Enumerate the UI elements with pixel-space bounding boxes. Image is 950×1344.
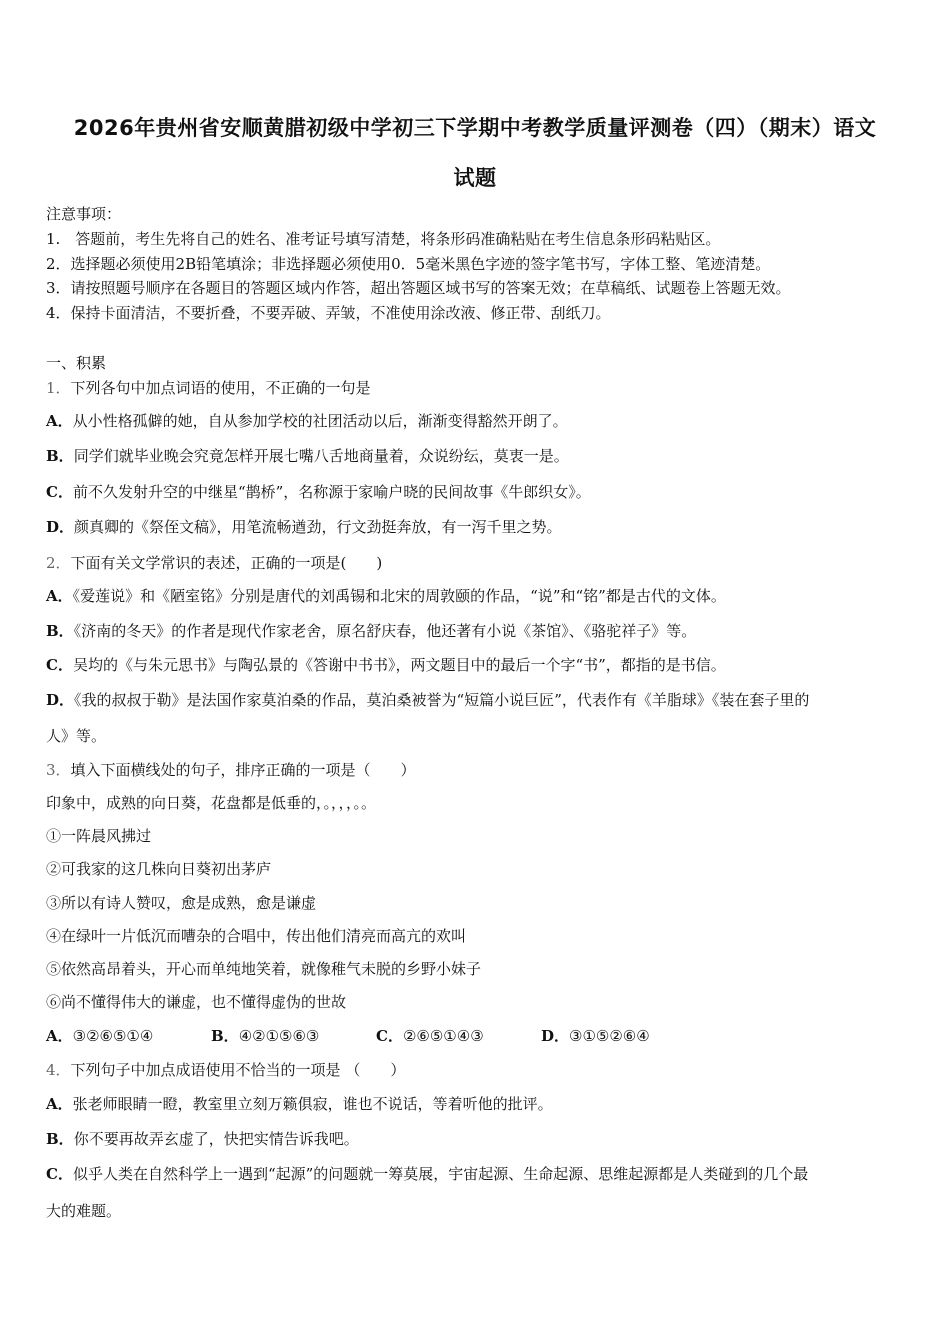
q2-option-d xyxy=(46,689,916,710)
q3-item-3: ③所以有诗人赞叹，愈是成熟，愈是谦虚 xyxy=(46,894,317,912)
exam-title-line-2: 试题 xyxy=(453,166,497,190)
q2-option-c xyxy=(46,654,916,675)
option-label: C． xyxy=(376,1027,403,1045)
exam-title-line-1: 2026年贵州省安顺黄腊初级中学初三下学期中考教学质量评测卷（四）（期末）语文 xyxy=(73,116,877,140)
question-text: 填入下面横线处的句子，排序正确的一项是（ ） xyxy=(70,761,416,779)
option-text: 同学们就毕业晚会究竟怎样开展七嘴八舌地商量着，众说纷纭，莫衷一是。 xyxy=(73,447,569,465)
q3-option-b xyxy=(211,1025,376,1046)
q3-item-1: ①一阵晨风拂过 xyxy=(46,827,152,845)
option-text: 《我的叔叔于勒》是法国作家莫泊桑的作品，莫泊桑被誉为“短篇小说巨匠”，代表作有《羊脂球》《装在套子里的 xyxy=(74,691,810,709)
q4-option-c-continued: 大的难题。 xyxy=(46,1202,122,1220)
option-text: ②⑥⑤①④③ xyxy=(402,1027,484,1045)
q3-item-5: ⑤依然高昂着头，开心而单纯地笑着，就像稚气未脱的乡野小妹子 xyxy=(46,960,482,978)
option-label: A． xyxy=(46,412,73,430)
option-text: 《爱莲说》和《陋室铭》分别是唐代的刘禹锡和北宋的周敦颐的作品，“说”和“铭”都是古代的文体。 xyxy=(72,587,726,605)
question-2-stem xyxy=(46,552,916,573)
q3-option-c xyxy=(376,1025,541,1046)
q4-option-b xyxy=(46,1128,916,1149)
section-heading: 一、积累 xyxy=(46,354,107,372)
option-label: B． xyxy=(46,1130,74,1148)
option-label: B． xyxy=(46,622,74,640)
option-text: 张老师眼睛一瞪，教室里立刻万籁俱寂，谁也不说话，等着听他的批评。 xyxy=(72,1095,553,1113)
option-text: 颜真卿的《祭侄文稿》，用笔流畅遒劲，行文劲挺奔放，有一泻千里之势。 xyxy=(74,518,562,536)
q4-option-c xyxy=(46,1163,916,1184)
q3-options xyxy=(46,1025,916,1046)
option-text: ③①⑤②⑥④ xyxy=(569,1027,650,1045)
q1-option-d xyxy=(46,516,916,537)
q3-option-d xyxy=(541,1025,650,1046)
q2-option-a xyxy=(46,585,916,606)
question-4-stem xyxy=(46,1059,916,1080)
q4-option-a xyxy=(46,1093,916,1114)
q2-option-b xyxy=(46,620,916,641)
notice-item-4: 4．保持卡面清洁，不要折叠，不要弄破、弄皱，不准使用涂改液、修正带、刮纸刀。 xyxy=(46,304,611,322)
question-number: 1． xyxy=(46,379,71,397)
option-label: B． xyxy=(211,1027,239,1045)
notice-item-1: 1. 答题前，考生先将自己的姓名、准考证号填写清楚，将条形码准确粘贴在考生信息条形码粘贴区。 xyxy=(46,230,721,248)
option-label: C． xyxy=(46,1165,73,1183)
q3-item-2: ②可我家的这几株向日葵初出茅庐 xyxy=(46,860,272,878)
q1-option-c xyxy=(46,481,916,502)
option-label: D． xyxy=(46,691,75,709)
question-text: 下列各句中加点词语的使用，不正确的一句是 xyxy=(70,379,371,397)
q1-option-b xyxy=(46,445,916,466)
question-1-stem xyxy=(46,377,916,398)
option-label: A． xyxy=(46,1027,73,1045)
q1-option-a xyxy=(46,410,916,431)
question-number: 2． xyxy=(46,554,71,572)
option-label: A． xyxy=(46,1095,73,1113)
notice-heading: 注意事项： xyxy=(46,205,122,223)
option-label: C． xyxy=(46,656,73,674)
option-label: D． xyxy=(541,1027,570,1045)
option-text: ③②⑥⑤①④ xyxy=(72,1027,154,1045)
option-text: ④②①⑤⑥③ xyxy=(238,1027,320,1045)
option-label: C． xyxy=(46,483,73,501)
question-text: 下面有关文学常识的表述，正确的一项是( ) xyxy=(70,554,383,572)
notice-item-2: 2．选择题必须使用2B铅笔填涂；非选择题必须使用0．5毫米黑色字迹的签字笔书写，字体工整、笔迹清楚。 xyxy=(46,255,771,273)
option-text: 你不要再故弄玄虚了，快把实情告诉我吧。 xyxy=(73,1130,359,1148)
question-3-stem xyxy=(46,759,916,780)
option-text: 似乎人类在自然科学上一遇到“起源”的问题就一筹莫展，宇宙起源、生命起源、思维起源都是人类碰到的几个最 xyxy=(72,1165,809,1183)
option-text: 《济南的冬天》的作者是现代作家老舍，原名舒庆春，他还著有小说《茶馆》、《骆驼祥子》等。 xyxy=(73,622,697,640)
notice-item-3: 3．请按照题号顺序在各题目的答题区域内作答，超出答题区域书写的答案无效；在草稿纸、试题卷上答题无效。 xyxy=(46,279,791,297)
q3-item-6: ⑥尚不懂得伟大的谦虚，也不懂得虚伪的世故 xyxy=(46,993,347,1011)
option-label: D． xyxy=(46,518,75,536)
option-text: 吴均的《与朱元思书》与陶弘景的《答谢中书书》，两文题目中的最后一个字“书”，都指的是书信。 xyxy=(72,656,726,674)
q3-intro: 印象中，成熟的向日葵，花盘都是低垂的，。，，，。。 xyxy=(46,794,377,812)
option-label: A． xyxy=(46,587,73,605)
q3-item-4: ④在绿叶一片低沉而嘈杂的合唱中，传出他们清亮而高亢的欢叫 xyxy=(46,927,467,945)
q3-option-a xyxy=(46,1025,211,1046)
question-number: 3． xyxy=(46,761,71,779)
q2-option-d-continued: 人》等。 xyxy=(46,727,107,745)
option-text: 从小性格孤僻的她，自从参加学校的社团活动以后，渐渐变得豁然开朗了。 xyxy=(72,412,568,430)
option-text: 前不久发射升空的中继星“鹊桥”，名称源于家喻户晓的民间故事《牛郎织女》。 xyxy=(72,483,591,501)
question-number: 4． xyxy=(46,1061,71,1079)
question-text: 下列句子中加点成语使用不恰当的一项是 （ ） xyxy=(70,1061,406,1079)
option-label: B． xyxy=(46,447,74,465)
